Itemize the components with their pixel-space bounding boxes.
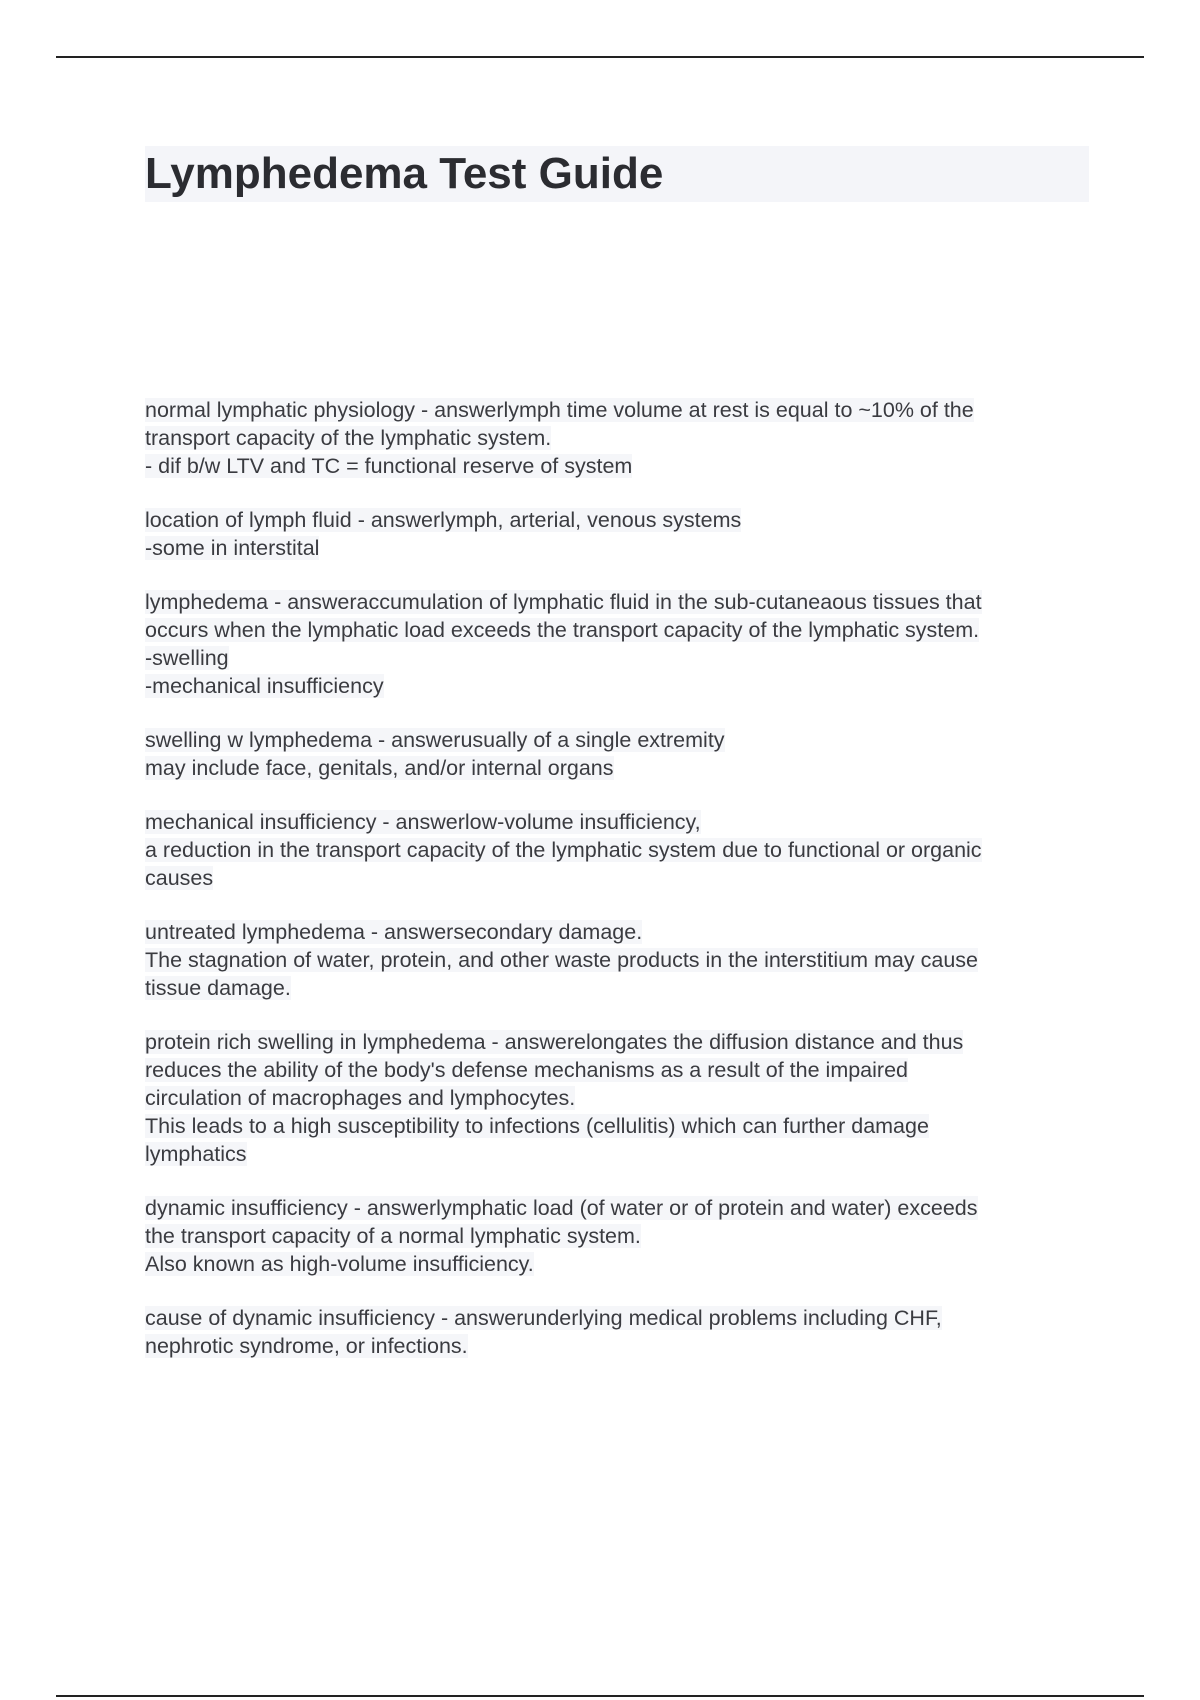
- entry-line: may include face, genitals, and/or internal organs: [145, 756, 614, 780]
- entry-line: normal lymphatic physiology - answerlymph time volume at rest is equal to ~10% of the: [145, 398, 974, 422]
- qa-entry: [145, 1304, 1089, 1360]
- entry-line: transport capacity of the lymphatic system.: [145, 426, 552, 450]
- entry-line: circulation of macrophages and lymphocytes.: [145, 1086, 576, 1110]
- entry-line: -swelling: [145, 646, 229, 670]
- qa-entry: [145, 726, 1089, 782]
- qa-entry: [145, 1028, 1089, 1168]
- entry-line: swelling w lymphedema - answerusually of a single extremity: [145, 728, 725, 752]
- entry-line: untreated lymphedema - answersecondary damage.: [145, 920, 643, 944]
- entry-line: lymphedema - answeraccumulation of lymphatic fluid in the sub-cutaneaous tissues that: [145, 590, 982, 614]
- entry-line: protein rich swelling in lymphedema - answerelongates the diffusion distance and thus: [145, 1030, 964, 1054]
- qa-list: [145, 396, 1089, 1386]
- entry-line: lymphatics: [145, 1142, 247, 1166]
- entry-line: dynamic insufficiency - answerlymphatic load (of water or of protein and water) exceeds: [145, 1196, 978, 1220]
- entry-line: tissue damage.: [145, 976, 291, 1000]
- entry-line: - dif b/w LTV and TC = functional reserve of system: [145, 454, 633, 478]
- top-divider: [56, 56, 1144, 58]
- page-title: Lymphedema Test Guide: [145, 149, 664, 198]
- qa-entry: [145, 808, 1089, 892]
- entry-line: -mechanical insufficiency: [145, 674, 384, 698]
- entry-line: location of lymph fluid - answerlymph, arterial, venous systems: [145, 508, 742, 532]
- entry-line: a reduction in the transport capacity of the lymphatic system due to functional or organic: [145, 838, 982, 862]
- entry-line: This leads to a high susceptibility to infections (cellulitis) which can further damage: [145, 1114, 929, 1138]
- entry-line: reduces the ability of the body's defense mechanisms as a result of the impaired: [145, 1058, 908, 1082]
- entry-line: cause of dynamic insufficiency - answerunderlying medical problems including CHF,: [145, 1306, 942, 1330]
- entry-line: The stagnation of water, protein, and other waste products in the interstitium may cause: [145, 948, 978, 972]
- entry-line: nephrotic syndrome, or infections.: [145, 1334, 468, 1358]
- bottom-divider: [56, 1695, 1144, 1697]
- qa-entry: [145, 1194, 1089, 1278]
- entry-line: mechanical insufficiency - answerlow-volume insufficiency,: [145, 810, 701, 834]
- qa-entry: [145, 506, 1089, 562]
- title-block: [145, 146, 1089, 202]
- entry-line: causes: [145, 866, 214, 890]
- qa-entry: [145, 396, 1089, 480]
- qa-entry: [145, 918, 1089, 1002]
- entry-line: the transport capacity of a normal lymphatic system.: [145, 1224, 641, 1248]
- qa-entry: [145, 588, 1089, 700]
- entry-line: Also known as high-volume insufficiency.: [145, 1252, 534, 1276]
- entry-line: -some in interstital: [145, 536, 320, 560]
- entry-line: occurs when the lymphatic load exceeds the transport capacity of the lymphatic system.: [145, 618, 980, 642]
